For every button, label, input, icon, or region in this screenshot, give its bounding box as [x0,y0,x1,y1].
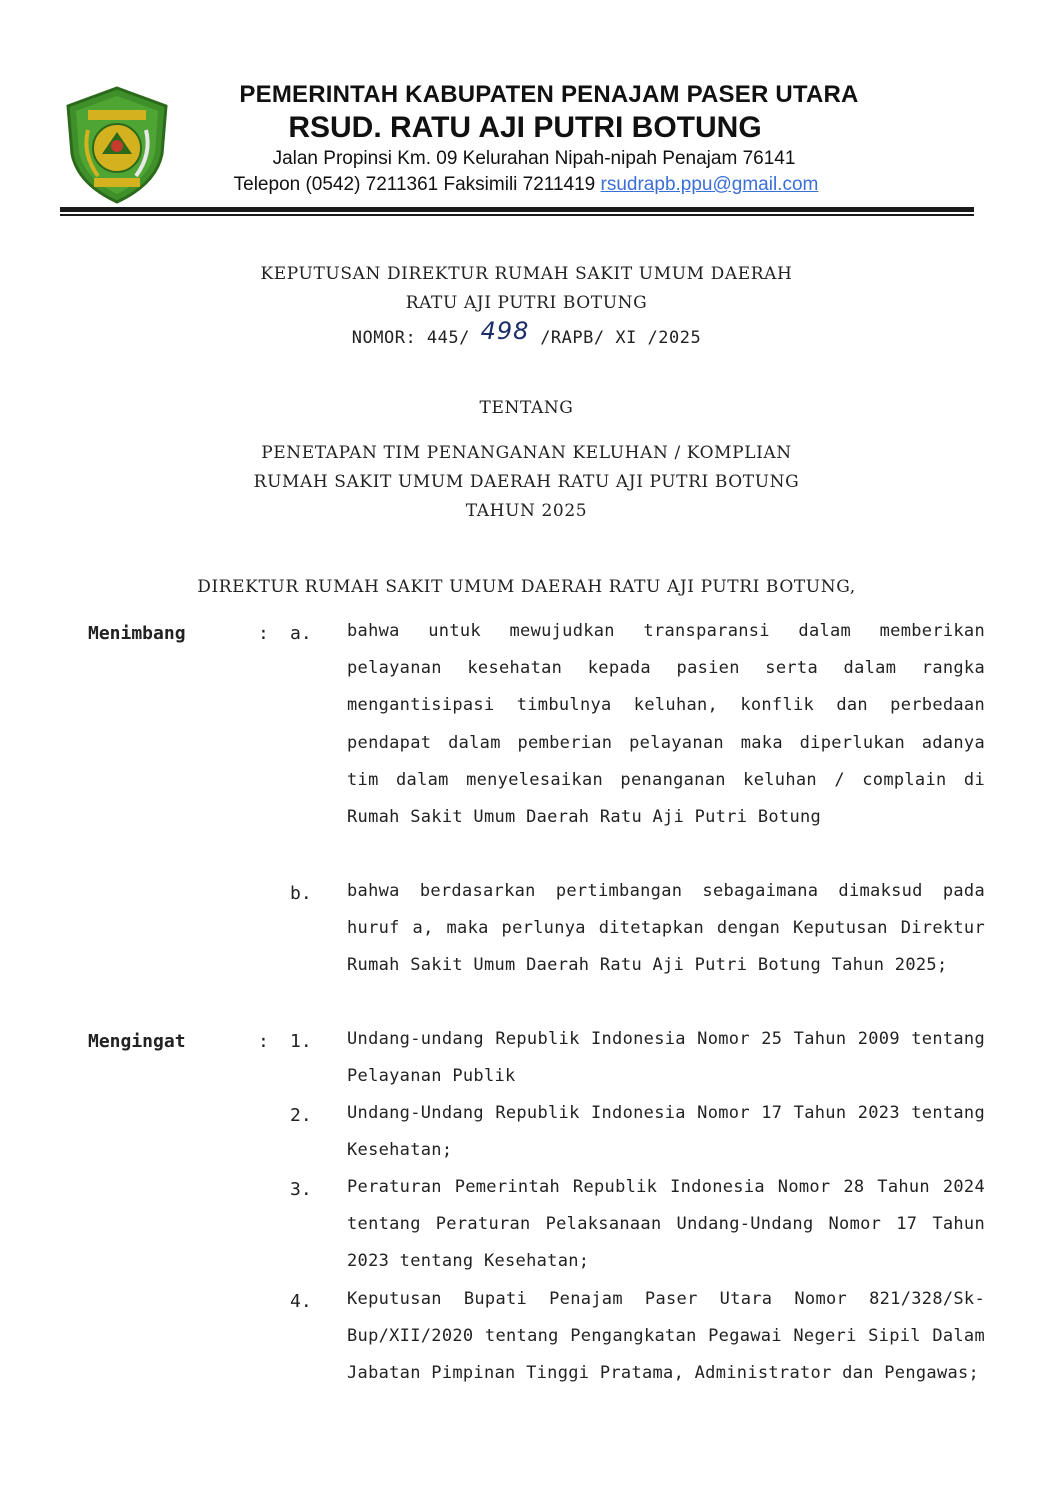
mengingat-item-2-text: Undang-Undang Republik Indonesia Nomor 17 Tahun 2023 tentang Kesehatan; [347,1103,985,1161]
mengingat-item-1-text: Undang-undang Republik Indonesia Nomor 25 Tahun 2009 tentang Pelayanan Publik [347,1029,985,1087]
contact-phone-fax: Telepon (0542) 7211361 Faksimili 7211419 [233,174,596,195]
decree-number [0,317,1053,349]
subject-line2: RUMAH SAKIT UMUM DAERAH RATU AJI PUTRI BOTUNG [253,472,800,492]
decree-title-line1: KEPUTUSAN DIREKTUR RUMAH SAKIT UMUM DAERAH [260,264,793,284]
mengingat-label: Mengingat [88,1031,186,1052]
menimbang-label: Menimbang [88,623,186,644]
mengingat-item-2-mark: 2. [290,1105,312,1126]
decree-number-suffix: /RAPB/ XI /2025 [540,328,702,348]
decree-number-handwritten: 498 [480,317,530,345]
letterhead-rule-thick [60,207,974,212]
hospital-name: RSUD. RATU AJI PUTRI BOTUNG [288,111,762,144]
mengingat-item-4-text: Keputusan Bupati Penajam Paser Utara Nomor 821/328/Sk-Bup/XII/2020 tentang Pengangkatan Pegawai Negeri Sipil Dalam Jabatan Pimpinan Tinggi Pratama, Administrator dan Pengawas; [347,1289,985,1384]
menimbang-item-b-mark: b. [290,883,312,904]
email-link[interactable]: rsudrapb.ppu@gmail.com [600,174,819,195]
subject-line1: PENETAPAN TIM PENANGANAN KELUHAN / KOMPLIAN [261,443,792,463]
mengingat-colon: : [258,1031,269,1052]
hospital-contact [152,172,900,198]
subject-line3: TAHUN 2025 [465,501,588,521]
menimbang-item-b-text: bahwa berdasarkan pertimbangan sebagaimana dimaksud pada huruf a, maka perlunya ditetapkan dengan Keputusan Direktur Rumah Sakit Umum Daerah Ratu Aji Putri Botung Tahun 2025; [347,881,985,976]
mengingat-item-3-mark: 3. [290,1179,312,1200]
menimbang-item-a-text: bahwa untuk mewujudkan transparansi dalam memberikan pelayanan kesehatan kepada pasien serta dalam rangka mengantisipasi timbulnya keluhan, konflik dan perbedaan pendapat dalam pemberian pelayanan maka diperlukan adanya tim dalam menyelesaikan penanganan keluhan / complain di Rumah Sakit Umum Daerah Ratu Aji Putri Botung [347,621,985,828]
decree-title-line2: RATU AJI PUTRI BOTUNG [405,293,648,313]
mengingat-item-4-mark: 4. [290,1291,312,1312]
tentang-heading: TENTANG [479,398,574,418]
letterhead-rule-thin [60,214,974,216]
letterhead [180,80,900,198]
director-heading: DIREKTUR RUMAH SAKIT UMUM DAERAH RATU AJI PUTRI BOTUNG, [197,577,856,597]
mengingat-item-3-text: Peraturan Pemerintah Republik Indonesia Nomor 28 Tahun 2024 tentang Peraturan Pelaksanaan Undang-Undang Nomor 17 Tahun 2023 tentang Kesehatan; [347,1177,985,1272]
hospital-address: Jalan Propinsi Km. 09 Kelurahan Nipah-nipah Penajam 76141 [272,148,796,169]
decree-number-prefix: NOMOR: 445/ [351,328,470,348]
mengingat-item-1-mark: 1. [290,1031,312,1052]
menimbang-colon: : [258,623,269,644]
government-name: PEMERINTAH KABUPATEN PENAJAM PASER UTARA [239,81,859,108]
menimbang-item-a-mark: a. [290,623,312,644]
